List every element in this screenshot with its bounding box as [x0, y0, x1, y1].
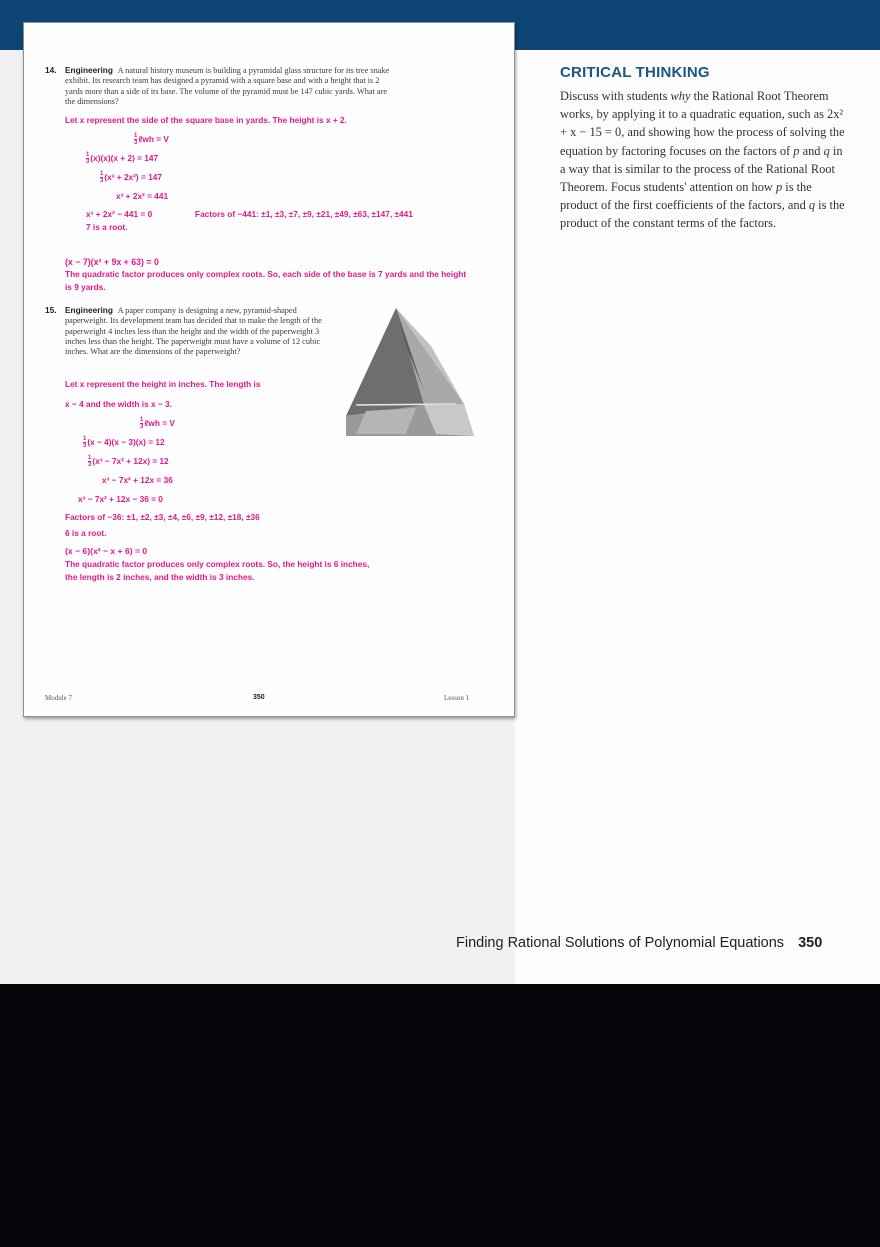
- footer-module: Module 7: [45, 694, 73, 702]
- equation-substitution: $\frac{1}{3}$ (x)(x)(x + 2) = 147: [86, 152, 159, 166]
- answer-intro-line2: x − 4 and the width is x − 3.: [65, 399, 172, 409]
- equation-standard-form: x³ + 2x² − 441 = 0: [86, 209, 153, 219]
- fraction-one-third: $\frac{1}{3}$: [83, 436, 87, 450]
- problem-number: 15.: [45, 305, 57, 315]
- problem-15: [45, 305, 325, 357]
- footer-lesson: Lesson 1: [444, 694, 470, 702]
- factor-list: Factors of −441: ±1, ±3, ±7, ±9, ±21, ±49, ±63, ±147, ±441: [195, 209, 413, 219]
- answer-conclusion: The quadratic factor produces only complex roots. So, the height is 6 inches, the length is 2 inches, and the width is 3 inches.: [65, 559, 370, 582]
- answer-intro: Let x represent the side of the square base in yards. The height is x + 2.: [65, 115, 347, 125]
- sidebar-paragraph: Discuss with students why the Rational Root Theorem works, by applying it to a quadratic equation, such as 2x² + x − 15 = 0, and showing how the process of solving the equation by factoring focuses on the factors of p and q in a way that is similar to the process of the Rational Root Theorem. Focus students' attention on how p is the product of the first coefficients of the factors, and q is the product of the constant terms of the factors.: [560, 89, 845, 231]
- equation-factored: (x − 7)(x² + 9x + 63) = 0: [65, 257, 159, 267]
- critical-thinking-panel: [560, 64, 850, 233]
- root-statement: 7 is a root.: [86, 222, 128, 232]
- equation-substitution: $\frac{1}{3}$ (x − 4)(x − 3)(x) = 12: [83, 436, 165, 450]
- equation-expanded: $\frac{1}{3}$ (x³ + 2x²) = 147: [100, 171, 162, 185]
- equation-standard-form: x³ − 7x² + 12x − 36 = 0: [78, 494, 163, 504]
- running-footer: [456, 935, 822, 951]
- fraction-one-third: $\frac{1}{3}$: [140, 417, 144, 431]
- equation-multiplied: x³ + 2x² = 441: [116, 191, 169, 201]
- problem-14: [45, 65, 395, 107]
- chapter-title: Finding Rational Solutions of Polynomial Equations: [456, 935, 785, 951]
- equation-expanded: $\frac{1}{3}$ (x³ − 7x² + 12x) = 12: [88, 455, 169, 469]
- fraction-one-third: $\frac{1}{3}$: [100, 171, 104, 185]
- sidebar-heading: CRITICAL THINKING: [560, 64, 710, 81]
- problem-number: 14.: [45, 65, 57, 75]
- answer-conclusion: The quadratic factor produces only complex roots. So, each side of the base is 7 yards and the height is 9 yards.: [65, 269, 467, 292]
- bottom-bar: [0, 984, 880, 1247]
- equation-multiplied: x³ − 7x² + 12x = 36: [102, 475, 173, 485]
- root-statement: 6 is a root.: [65, 528, 107, 538]
- fraction-one-third: $\frac{1}{3}$: [86, 152, 90, 166]
- factor-list: Factors of −36: ±1, ±2, ±3, ±4, ±6, ±9, ±12, ±18, ±36: [65, 512, 260, 522]
- problem-topic: Engineering: [65, 305, 113, 315]
- equation-volume-formula: $\frac{1}{3}$ ℓwh = V: [140, 417, 175, 431]
- fraction-one-third: $\frac{1}{3}$: [88, 455, 92, 469]
- student-page-reduced: [23, 22, 515, 717]
- problem-text: A natural history museum is building a pyramidal glass structure for its tree snake exhibit. Its research team has designed a pyramid with a square base and with a height that is 2 yards more than a side of its base. The volume of the pyramid must be 147 cubic yards. What are the dimensions?: [65, 66, 390, 106]
- glass-pyramid-image: [346, 306, 476, 438]
- problem-text: A paper company is designing a new, pyramid-shaped paperweight. Its development team has decided that to make the length of the paperweight 4 inches less than the height and the width of the paperweight 3 inches less than the height. The paperweight must have a volume of 12 cubic inches. What are the dimensions of the paperweight?: [65, 306, 322, 357]
- page-number: 350: [798, 935, 823, 951]
- fraction-one-third: $\frac{1}{3}$: [134, 133, 138, 147]
- equation-factored: (x − 6)(x² − x + 6) = 0: [65, 546, 148, 556]
- equation-volume-formula: $\frac{1}{3}$ ℓwh = V: [134, 133, 169, 147]
- footer-page-number: 350: [253, 694, 265, 701]
- problem-topic: Engineering: [65, 65, 113, 75]
- answer-intro-line1: Let x represent the height in inches. The length is: [65, 379, 261, 389]
